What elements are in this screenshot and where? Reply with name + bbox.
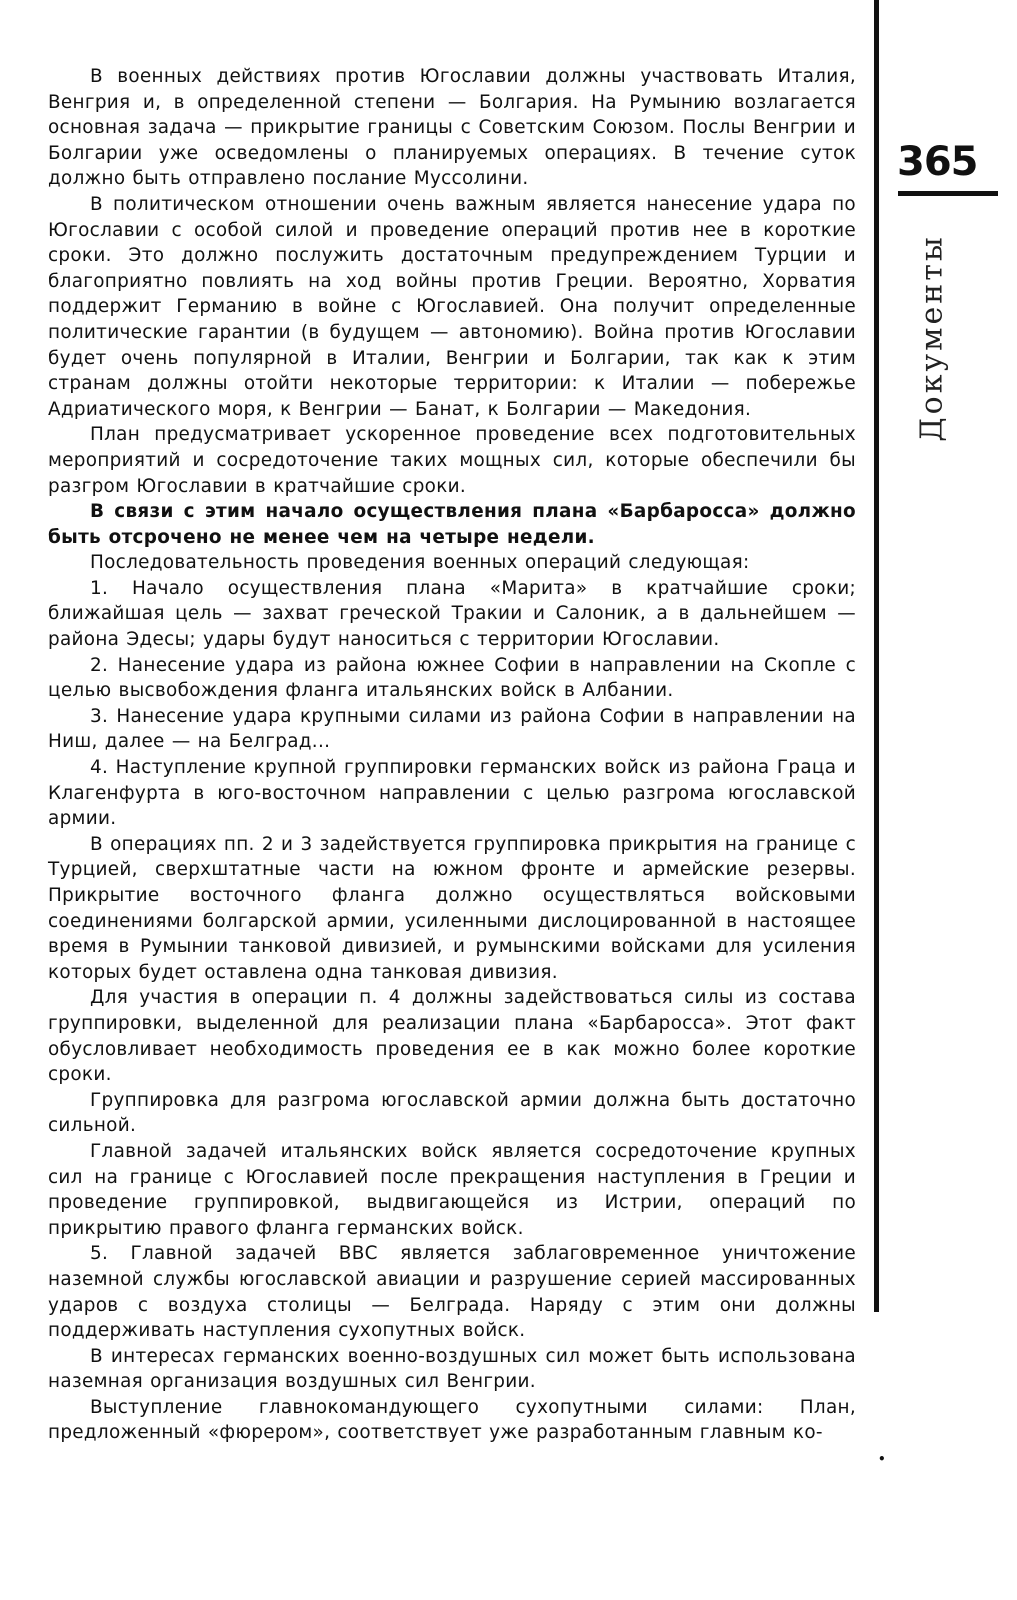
page-number-underline [898, 191, 998, 196]
paragraph: Выступление главнокомандующего сухопутными силами: План, предложенный «фюрером», соответствует уже разработанным главным ко- [48, 1396, 856, 1444]
paragraph: Для участия в операции п. 4 должны задействоваться силы из состава группировки, выделенной для реализации плана «Барбаросса». Этот факт обусловливает необходимость проведения ее в как можно более короткие сроки. [48, 987, 856, 1086]
list-item: 3. Нанесение удара крупными силами из района Софии в направлении на Ниш, далее — на Белград... [48, 705, 856, 753]
list-item: 5. Главной задачей ВВС является заблаговременное уничтожение наземной службы югославской авиации и разрушение серией массированных ударов с воздуха столицы — Белграда. Наряду с этим они должны поддерживать наступления сухопутных войск. [48, 1243, 856, 1342]
page-number: 365 [897, 139, 978, 185]
list-item: 2. Нанесение удара из района южнее Софии в направлении на Скопле с целью высвобождения фланга итальянских войск в Албании. [48, 654, 856, 702]
paragraph: Главной задачей итальянских войск является сосредоточение крупных сил на границе с Югославией после прекращения наступления в Греции и проведение группировкой, выдвигающейся из Истрии, операций по прикрытию правого фланга германских войск. [48, 1140, 856, 1239]
paragraph: В политическом отношении очень важным является нанесение удара по Югославии с особой силой и проведение операций против нее в короткие сроки. Это должно послужить достаточным предупреждением Турции и благоприятно повлиять на ход войны против Греции. Вероятно, Хорватия поддержит Германию в войне с Югославией. Она получит определенные политические гарантии (в будущем — автономию). Война против Югославии будет очень популярной в Италии, Венгрии и Болгарии, так как к этим странам должны отойти некоторые территории: к Италии — побережье Адриатического моря, к Венгрии — Банат, к Болгарии — Македония. [48, 193, 856, 420]
list-item: 1. Начало осуществления плана «Марита» в кратчайшие сроки; ближайшая цель — захват греческой Тракии и Салоник, а в дальнейшем — района Эдесы; удары будут наноситься с территории Югославии. [48, 577, 856, 651]
paragraph: Группировка для разгрома югославской армии должна быть достаточно сильной. [48, 1089, 856, 1137]
body-text [48, 64, 856, 1446]
list-item: 4. Наступление крупной группировки германских войск из района Граца и Клагенфурта в юго-восточном направлении с целью разгрома югославской армии. [48, 757, 856, 830]
margin-dot: • [878, 1452, 886, 1466]
margin-vertical-rule [874, 0, 879, 1312]
paragraph: План предусматривает ускоренное проведение всех подготовительных мероприятий и сосредоточение таких мощных сил, которые обеспечили бы разгром Югославии в кратчайшие сроки. [48, 424, 856, 497]
paragraph: В интересах германских военно-воздушных сил может быть использована наземная организация воздушных сил Венгрии. [48, 1345, 856, 1393]
paragraph: В операциях пп. 2 и 3 задействуется группировка прикрытия на границе с Турцией, сверхштатные части на южном фронте и армейские резервы. Прикрытие восточного фланга должно осуществляться войсковыми соединениями болгарской армии, усиленными дислоцированной в настоящее время в Румынии танковой дивизией, и румынскими войсками для усиления которых будет оставлена одна танковая дивизия. [48, 833, 856, 983]
paragraph: В военных действиях против Югославии должны участвовать Италия, Венгрия и, в определенной степени — Болгария. На Румынию возлагается основная задача — прикрытие границы с Советским Союзом. Послы Венгрии и Болгарии уже осведомлены о планируемых операциях. В течение суток должно быть отправлено послание Муссолини. [48, 66, 856, 190]
paragraph: Последовательность проведения военных операций следующая: [90, 552, 750, 574]
section-label: Документы [914, 234, 950, 442]
emphasized-paragraph: В связи с этим начало осуществления плана «Барбаросса» должно быть отсрочено не менее чем на четыре недели. [48, 501, 856, 548]
